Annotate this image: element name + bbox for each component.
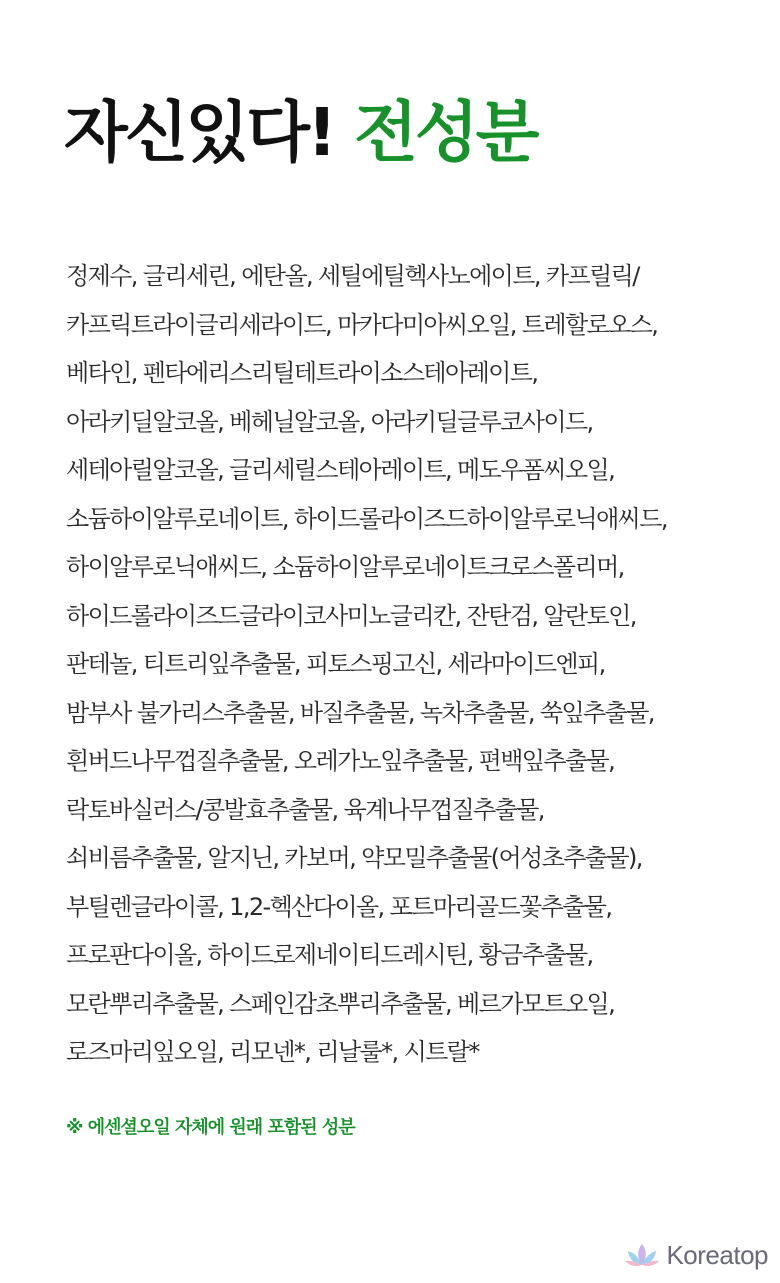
ingredient-line: 소듐하이알루로네이트, 하이드롤라이즈드하이알루로닉애씨드, xyxy=(66,504,667,533)
ingredient-line: 락토바실러스/콩발효추출물, 육계나무껍질추출물, xyxy=(66,795,544,824)
essential-oil-footnote: ※ 에센셜오일 자체에 원래 포함된 성분 xyxy=(66,1117,355,1138)
ingredient-line: 카프릭트라이글리세라이드, 마카다미아씨오일, 트레할로오스, xyxy=(66,310,658,339)
ingredient-line: 모란뿌리추출물, 스페인감초뿌리추출물, 베르가모트오일, xyxy=(66,989,615,1018)
ingredient-line: 하이알루로닉애씨드, 소듐하이알루로네이트크로스폴리머, xyxy=(66,553,624,581)
ingredient-line: 하이드롤라이즈드글라이코사미노글리칸, 잔탄검, 알란토인, xyxy=(66,601,636,630)
watermark xyxy=(624,1240,768,1271)
headline-part1: 자신있다! xyxy=(64,94,335,171)
page-title xyxy=(64,94,537,171)
ingredient-line: 밤부사 불가리스추출물, 바질추출물, 녹차추출물, 쑥잎추출물, xyxy=(66,698,654,727)
headline-part2: 전성분 xyxy=(354,94,537,171)
watermark-text: Koreatop xyxy=(666,1240,768,1270)
ingredient-list xyxy=(66,252,746,1077)
ingredient-line: 베타인, 펜타에리스리틸테트라이소스테아레이트, xyxy=(66,359,538,387)
ingredient-line: 정제수, 글리세린, 에탄올, 세틸에틸헥사노에이트, 카프릴릭/ xyxy=(66,262,639,290)
ingredient-line: 프로판다이올, 하이드로제네이티드레시틴, 황금추출물, xyxy=(66,941,593,969)
ingredient-line: 아라키딜알코올, 베헤닐알코올, 아라키딜글루코사이드, xyxy=(66,407,593,436)
ingredient-line: 판테놀, 티트리잎추출물, 피토스핑고신, 세라마이드엔피, xyxy=(66,650,605,678)
ingredient-line: 로즈마리잎오일, 리모넨*, 리날룰*, 시트랄* xyxy=(66,1038,479,1066)
ingredient-line: 부틸렌글라이콜, 1,2-헥산다이올, 포트마리골드꽃추출물, xyxy=(66,892,612,921)
lotus-logo-icon xyxy=(624,1241,660,1271)
ingredient-line: 흰버드나무껍질추출물, 오레가노잎추출물, 편백잎추출물, xyxy=(66,747,615,775)
ingredient-line: 세테아릴알코올, 글리세릴스테아레이트, 메도우폼씨오일, xyxy=(66,456,615,484)
ingredient-line: 쇠비름추출물, 알지닌, 카보머, 약모밀추출물(어성초추출물), xyxy=(66,844,642,872)
